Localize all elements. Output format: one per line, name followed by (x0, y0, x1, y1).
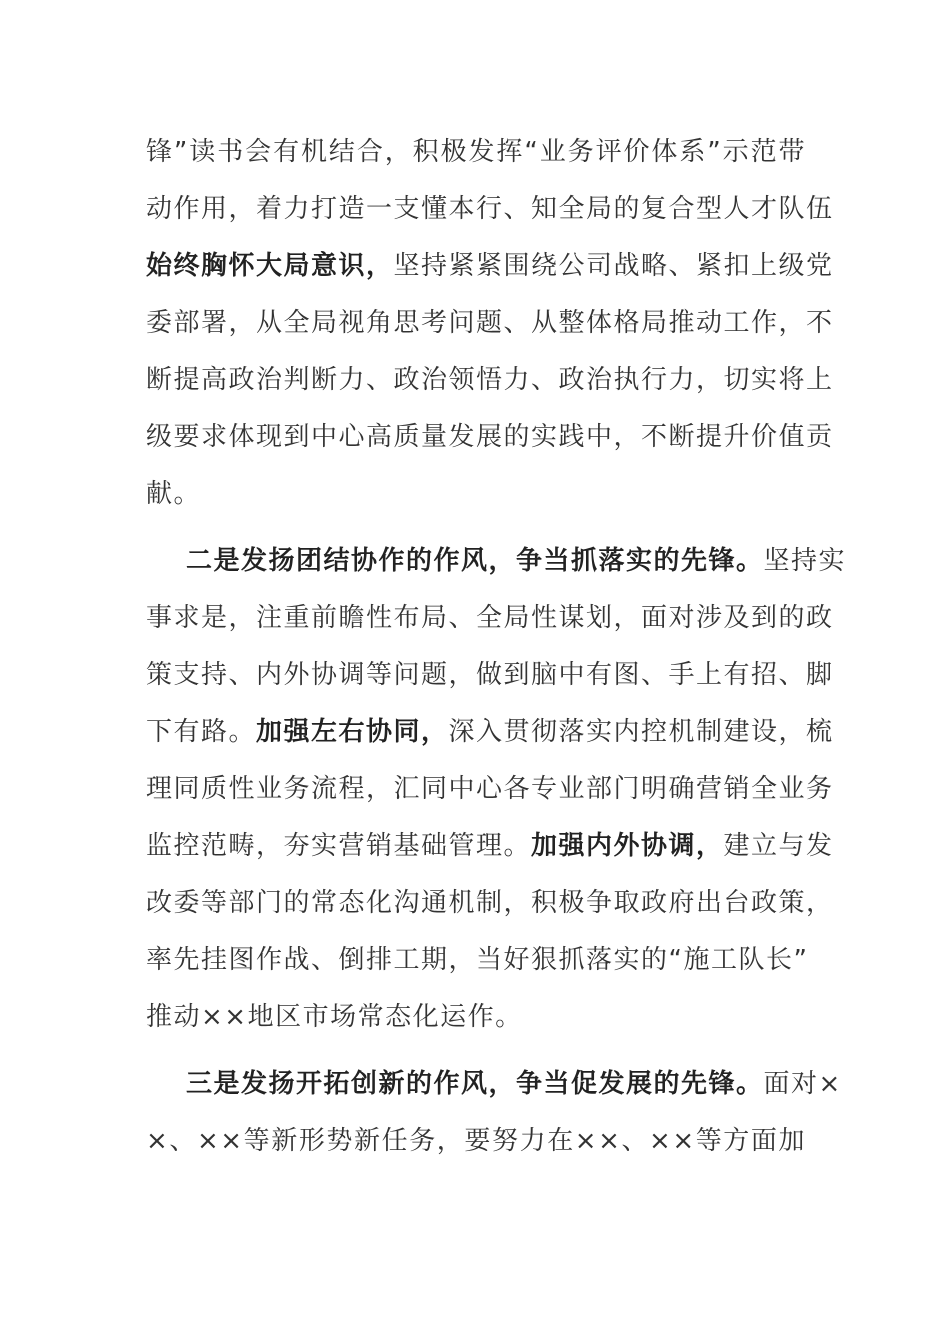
paragraph-4-line-1 (186, 1064, 842, 1104)
heading-bold-text: 加强内外协调， (531, 831, 724, 861)
body-text: 下有路。 (146, 717, 257, 747)
paragraph-2-line-3: 断提高政治判断力、政治领悟力、政治执行力，切实将上 (146, 365, 834, 395)
paragraph-3-line-1 (186, 541, 847, 581)
body-text: 坚持实 (763, 546, 847, 576)
body-text: 监控范畴，夯实营销基础管理。 (146, 831, 532, 861)
body-text: 面对× (763, 1069, 842, 1099)
paragraph-1-line-1: 锋”读书会有机结合，积极发挥“业务评价体系”示范带 (146, 137, 806, 167)
paragraph-4-line-2: ×、××等新形势新任务，要努力在××、××等方面加 (146, 1126, 806, 1156)
paragraph-3-line-9: 推动××地区市场常态化运作。 (146, 1002, 523, 1032)
paragraph-3-line-4 (146, 712, 834, 752)
paragraph-3-line-7: 改委等部门的常态化沟通机制，积极争取政府出台政策， (146, 888, 834, 918)
body-text: 坚持紧紧围绕公司战略、紧扣上级党 (393, 251, 834, 281)
paragraph-2-line-1 (146, 246, 834, 286)
body-text: 深入贯彻落实内控机制建设，梳 (448, 717, 834, 747)
body-text: 建立与发 (723, 831, 834, 861)
paragraph-3-line-3: 策支持、内外协调等问题，做到脑中有图、手上有招、脚 (146, 660, 834, 690)
paragraph-2-line-4: 级要求体现到中心高质量发展的实践中，不断提升价值贡 (146, 422, 834, 452)
heading-bold-text: 三是发扬开拓创新的作风，争当促发展的先锋。 (186, 1069, 764, 1099)
paragraph-3-line-8: 率先挂图作战、倒排工期，当好狠抓落实的“施工队长” (146, 945, 809, 975)
paragraph-3-line-5: 理同质性业务流程，汇同中心各专业部门明确营销全业务 (146, 774, 834, 804)
heading-bold-text: 始终胸怀大局意识， (146, 251, 394, 281)
heading-bold-text: 二是发扬团结协作的作风，争当抓落实的先锋。 (186, 546, 764, 576)
paragraph-1-line-2: 动作用，着力打造一支懂本行、知全局的复合型人才队伍 (146, 194, 834, 224)
paragraph-2-line-5: 献。 (146, 479, 202, 509)
paragraph-3-line-2: 事求是，注重前瞻性布局、全局性谋划，面对涉及到的政 (146, 603, 834, 633)
paragraph-2-line-2: 委部署，从全局视角思考问题、从整体格局推动工作，不 (146, 308, 834, 338)
paragraph-3-line-6 (146, 826, 834, 866)
heading-bold-text: 加强左右协同， (256, 717, 449, 747)
